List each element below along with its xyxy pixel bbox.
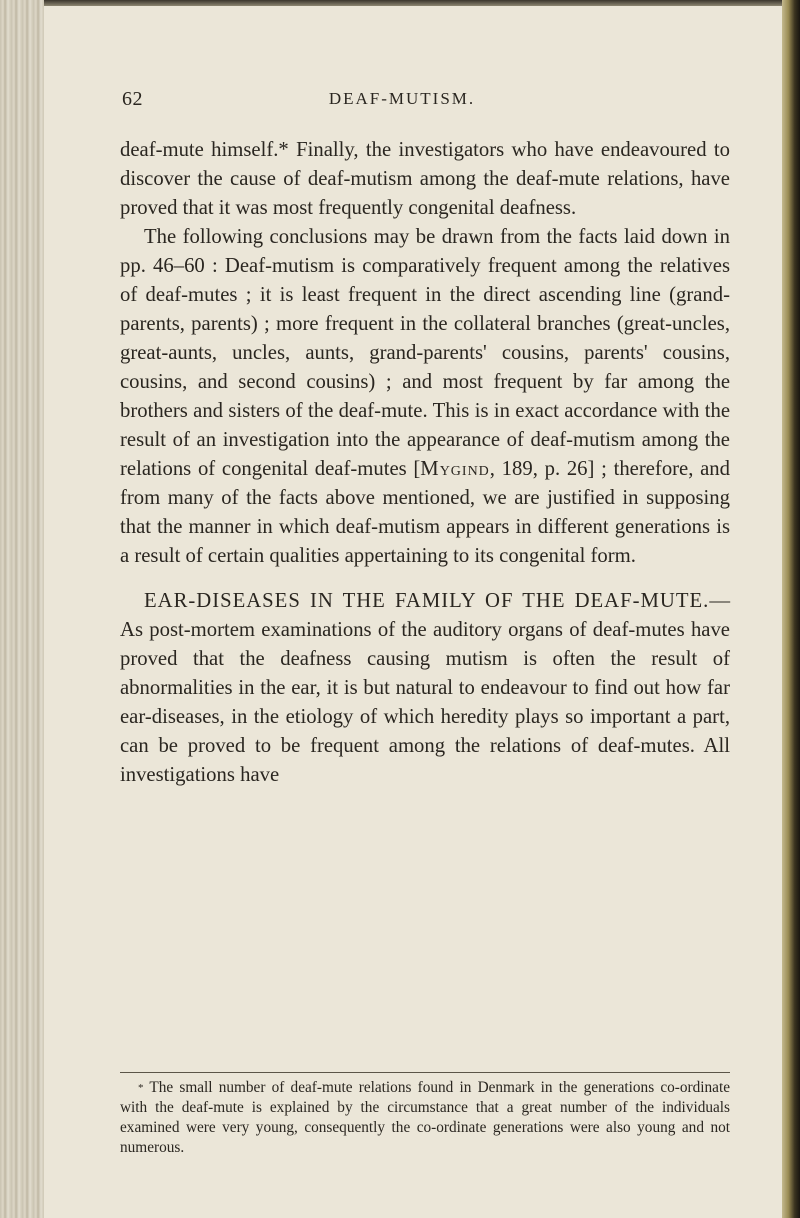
paragraph-3 — [120, 587, 730, 790]
page-header — [122, 88, 682, 118]
paragraph-2 — [120, 223, 730, 571]
page-right-edge — [782, 0, 800, 1218]
paragraph-3-text: —As post-mortem examinations of the auditory organs of deaf-mutes have proved that the deafness causing mutism is often the result of abnormalities in the ear, it is but natural to endeavour to find out how far ear-diseases, in the etiology of which heredity plays so important a part, can be proved to be frequent among the relations of deaf-mutes. All investigations have — [120, 590, 730, 786]
body-text — [120, 136, 730, 790]
citation-author: Mygind — [420, 458, 490, 480]
page-number: 62 — [122, 88, 143, 110]
paragraph-2-text: The following conclusions may be drawn from the facts laid down in pp. 46–60 : Deaf-mutism is comparatively frequent among the relatives of deaf-mutes ; it is least frequent in the direct ascending line (grand-parents, parents) ; more frequent in the collateral branches (great-uncles, great-aunts, uncles, aunts, grand-parents' cousins, parents' cousins, cousins, and second cousins) ; and most frequent by far among the brothers and sisters of the deaf-mute. This is in exact accordance with the result of an investigation into the appearance of deaf-mutism among the relations of congenital deaf-mutes [ — [120, 226, 730, 480]
paragraph-2-tail: , 189, p. 26] ; therefore, and from many of the facts above mentioned, we are justified in supposing that the manner in which deaf-mutism appears in different generations is a result of certain qualities appertaining to its congenital form. — [120, 458, 730, 567]
footnote-marker: * — [138, 1082, 144, 1094]
book-gutter — [0, 0, 44, 1218]
footnote — [120, 1078, 730, 1158]
footnote-text: The small number of deaf-mute relations found in Denmark in the generations co-ordinate with the deaf-mute is explained by the circumstance that a great number of the individuals examined were very young, consequently the co-ordinate generations were also young and not numerous. — [120, 1079, 730, 1156]
section-heading: EAR-DISEASES IN THE FAMILY OF THE DEAF-MUTE. — [144, 590, 710, 612]
footnote-rule — [120, 1072, 730, 1073]
running-head: DEAF-MUTISM. — [328, 89, 476, 108]
paragraph-1: deaf-mute himself.* Finally, the investigators who have endeavoured to discover the cause of deaf-mutism among the deaf-mute relations, have proved that it was most frequently congenital deafness. — [120, 139, 730, 219]
